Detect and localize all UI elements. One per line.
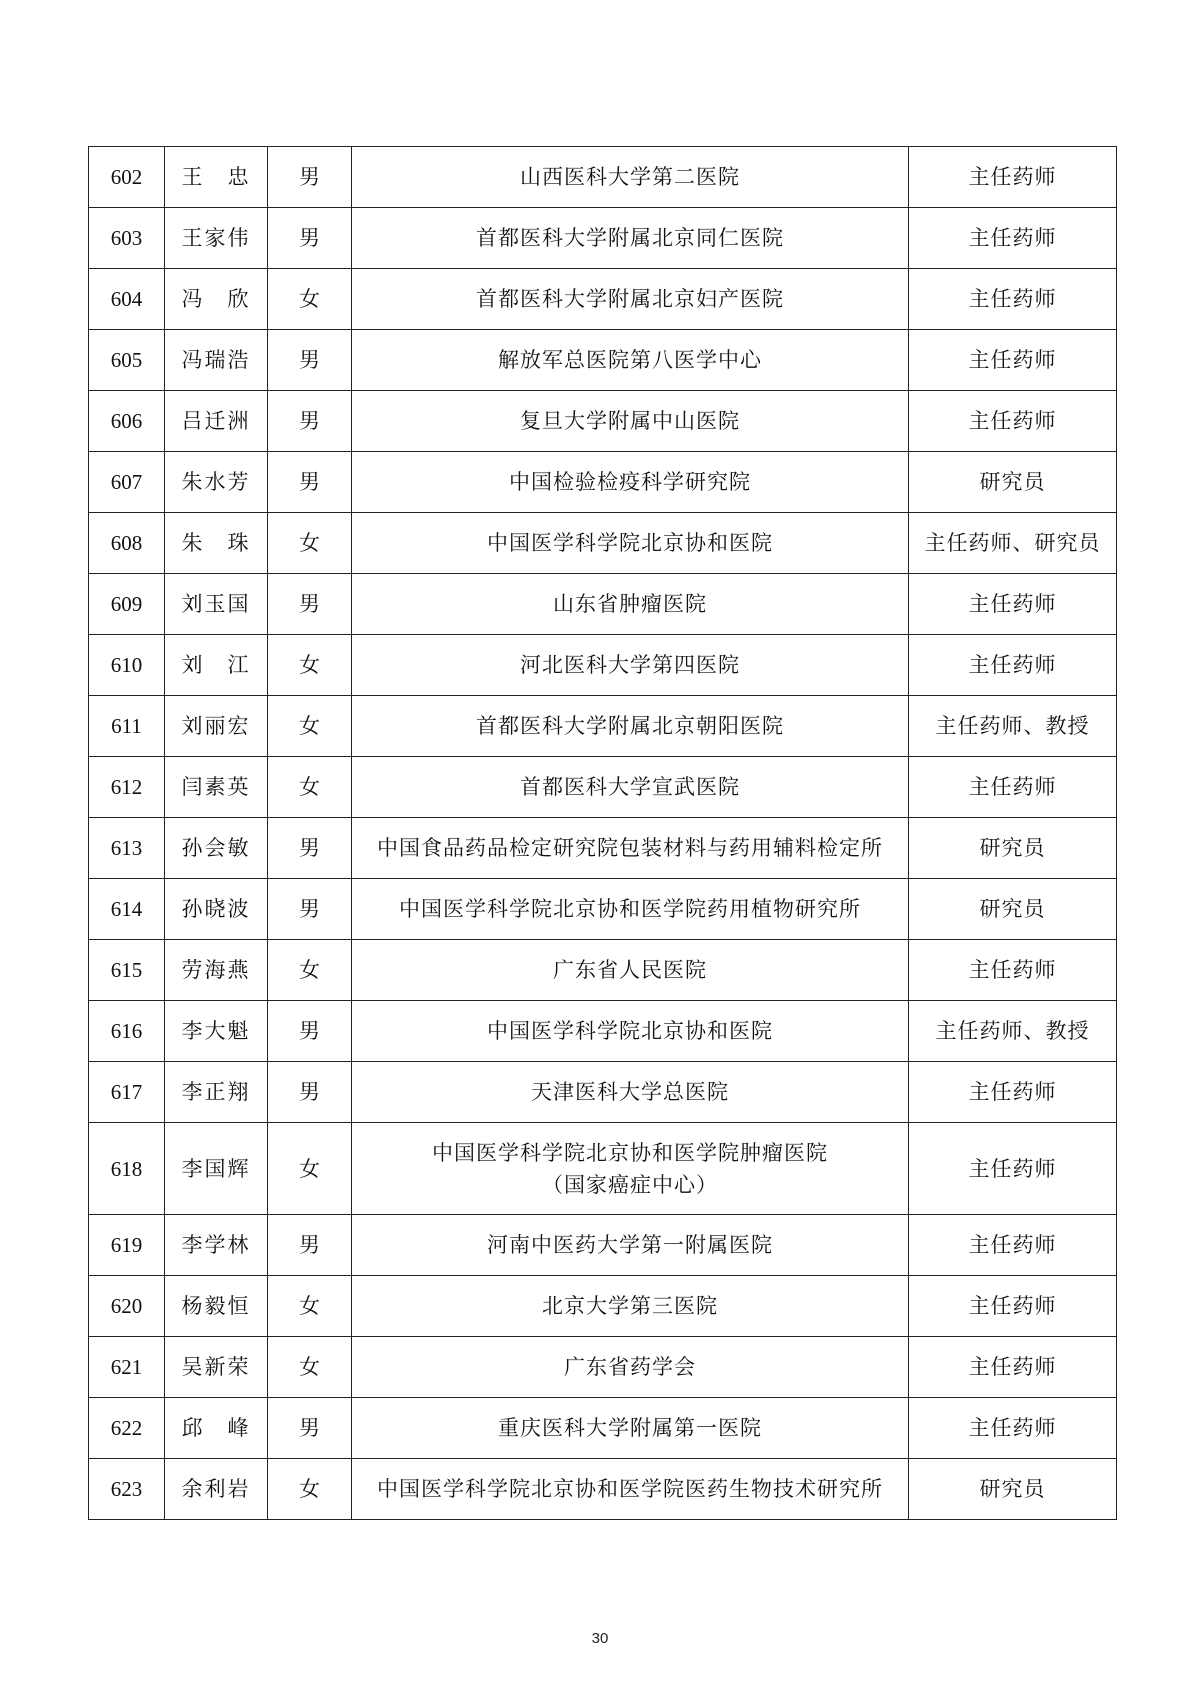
- institution-cell: [352, 1398, 909, 1459]
- row-number-cell: 613: [89, 818, 165, 879]
- institution-cell: [352, 513, 909, 574]
- institution-cell: [352, 1001, 909, 1062]
- title-cell: 主任药师: [909, 1337, 1117, 1398]
- table-row: [89, 879, 1117, 940]
- name-cell: 孙会敏: [165, 818, 268, 879]
- table-row: [89, 757, 1117, 818]
- row-number-cell: 614: [89, 879, 165, 940]
- gender-cell: 男: [268, 391, 352, 452]
- row-number-cell: 615: [89, 940, 165, 1001]
- page-number: 30: [591, 1630, 609, 1647]
- row-number-cell: 623: [89, 1459, 165, 1520]
- title-cell: 研究员: [909, 879, 1117, 940]
- gender-cell: 女: [268, 1276, 352, 1337]
- institution-cell: [352, 818, 909, 879]
- institution-cell: [352, 452, 909, 513]
- title-cell: 主任药师: [909, 1215, 1117, 1276]
- gender-cell: 女: [268, 940, 352, 1001]
- gender-cell: 男: [268, 1001, 352, 1062]
- institution-cell: [352, 1123, 909, 1215]
- table-row: [89, 269, 1117, 330]
- gender-cell: 女: [268, 696, 352, 757]
- row-number-cell: 604: [89, 269, 165, 330]
- table-row: [89, 1001, 1117, 1062]
- title-cell: 主任药师、教授: [909, 696, 1117, 757]
- name-cell: 朱 珠: [165, 513, 268, 574]
- row-number-cell: 622: [89, 1398, 165, 1459]
- institution-line: 中国医学科学院北京协和医院: [487, 531, 773, 555]
- institution-line: 首都医科大学宣武医院: [520, 775, 740, 799]
- title-cell: 主任药师: [909, 574, 1117, 635]
- name-cell: 刘丽宏: [165, 696, 268, 757]
- row-number-cell: 605: [89, 330, 165, 391]
- title-cell: 主任药师: [909, 940, 1117, 1001]
- institution-cell: [352, 1337, 909, 1398]
- title-cell: 主任药师: [909, 269, 1117, 330]
- institution-cell: [352, 1062, 909, 1123]
- gender-cell: 女: [268, 269, 352, 330]
- name-cell: 刘玉国: [165, 574, 268, 635]
- institution-line: 河南中医药大学第一附属医院: [487, 1233, 773, 1257]
- institution-line: 河北医科大学第四医院: [520, 653, 740, 677]
- table-row: [89, 1123, 1117, 1215]
- gender-cell: 男: [268, 452, 352, 513]
- gender-cell: 女: [268, 1123, 352, 1215]
- gender-cell: 男: [268, 818, 352, 879]
- row-number-cell: 603: [89, 208, 165, 269]
- institution-cell: [352, 574, 909, 635]
- name-cell: 劳海燕: [165, 940, 268, 1001]
- gender-cell: 女: [268, 635, 352, 696]
- table-row: [89, 1337, 1117, 1398]
- title-cell: 主任药师: [909, 330, 1117, 391]
- institution-line: 广东省人民医院: [553, 958, 707, 982]
- gender-cell: 男: [268, 879, 352, 940]
- institution-line: 首都医科大学附属北京妇产医院: [476, 287, 784, 311]
- institution-cell: [352, 757, 909, 818]
- row-number-cell: 602: [89, 147, 165, 208]
- table-row: [89, 818, 1117, 879]
- table-row: [89, 208, 1117, 269]
- table-row: [89, 1459, 1117, 1520]
- table-row: [89, 452, 1117, 513]
- name-cell: 冯 欣: [165, 269, 268, 330]
- institution-cell: [352, 1215, 909, 1276]
- table-row: [89, 1276, 1117, 1337]
- gender-cell: 男: [268, 1062, 352, 1123]
- institution-cell: [352, 940, 909, 1001]
- institution-cell: [352, 696, 909, 757]
- name-cell: 余利岩: [165, 1459, 268, 1520]
- title-cell: 主任药师: [909, 208, 1117, 269]
- title-cell: 主任药师: [909, 1398, 1117, 1459]
- institution-line: 中国食品药品检定研究院包装材料与药用辅料检定所: [377, 836, 883, 860]
- name-cell: 李正翔: [165, 1062, 268, 1123]
- gender-cell: 女: [268, 1337, 352, 1398]
- institution-cell: [352, 391, 909, 452]
- title-cell: 研究员: [909, 818, 1117, 879]
- table-row: [89, 1062, 1117, 1123]
- table-row: [89, 940, 1117, 1001]
- name-cell: 邱 峰: [165, 1398, 268, 1459]
- table-row: [89, 513, 1117, 574]
- gender-cell: 男: [268, 574, 352, 635]
- title-cell: 主任药师、研究员: [909, 513, 1117, 574]
- institution-line: 山东省肿瘤医院: [553, 592, 707, 616]
- gender-cell: 男: [268, 147, 352, 208]
- name-cell: 王家伟: [165, 208, 268, 269]
- gender-cell: 女: [268, 757, 352, 818]
- institution-line: 中国医学科学院北京协和医学院药用植物研究所: [399, 897, 861, 921]
- table-row: [89, 696, 1117, 757]
- institution-cell: [352, 330, 909, 391]
- name-cell: 李大魁: [165, 1001, 268, 1062]
- name-cell: 刘 江: [165, 635, 268, 696]
- row-number-cell: 607: [89, 452, 165, 513]
- row-number-cell: 619: [89, 1215, 165, 1276]
- row-number-cell: 610: [89, 635, 165, 696]
- institution-cell: [352, 147, 909, 208]
- institution-line: 首都医科大学附属北京朝阳医院: [476, 714, 784, 738]
- institution-line: 广东省药学会: [564, 1355, 696, 1379]
- title-cell: 主任药师: [909, 1276, 1117, 1337]
- institution-line: 北京大学第三医院: [542, 1294, 718, 1318]
- title-cell: 主任药师: [909, 635, 1117, 696]
- table-row: [89, 635, 1117, 696]
- table-row: [89, 1215, 1117, 1276]
- institution-cell: [352, 1276, 909, 1337]
- name-cell: 李国辉: [165, 1123, 268, 1215]
- institution-line: 中国医学科学院北京协和医学院肿瘤医院: [432, 1140, 828, 1165]
- title-cell: 研究员: [909, 452, 1117, 513]
- table-row: [89, 147, 1117, 208]
- institution-line: 解放军总医院第八医学中心: [498, 348, 762, 372]
- title-cell: 主任药师: [909, 757, 1117, 818]
- row-number-cell: 609: [89, 574, 165, 635]
- row-number-cell: 611: [89, 696, 165, 757]
- title-cell: 主任药师: [909, 391, 1117, 452]
- row-number-cell: 616: [89, 1001, 165, 1062]
- gender-cell: 女: [268, 513, 352, 574]
- expert-roster-table: [88, 146, 1117, 1520]
- title-cell: 主任药师: [909, 1062, 1117, 1123]
- name-cell: 冯瑞浩: [165, 330, 268, 391]
- institution-line: 天津医科大学总医院: [531, 1080, 729, 1104]
- table-row: [89, 1398, 1117, 1459]
- institution-line: （国家癌症中心）: [542, 1172, 718, 1197]
- institution-line: 山西医科大学第二医院: [520, 165, 740, 189]
- name-cell: 杨毅恒: [165, 1276, 268, 1337]
- title-cell: 研究员: [909, 1459, 1117, 1520]
- institution-line: 中国医学科学院北京协和医学院医药生物技术研究所: [377, 1477, 883, 1501]
- gender-cell: 男: [268, 330, 352, 391]
- institution-cell: [352, 208, 909, 269]
- row-number-cell: 617: [89, 1062, 165, 1123]
- institution-line: 复旦大学附属中山医院: [520, 409, 740, 433]
- table-row: [89, 574, 1117, 635]
- name-cell: 王 忠: [165, 147, 268, 208]
- row-number-cell: 620: [89, 1276, 165, 1337]
- institution-line: 中国医学科学院北京协和医院: [487, 1019, 773, 1043]
- name-cell: 朱水芳: [165, 452, 268, 513]
- gender-cell: 男: [268, 1398, 352, 1459]
- name-cell: 李学林: [165, 1215, 268, 1276]
- institution-cell: [352, 879, 909, 940]
- name-cell: 吴新荣: [165, 1337, 268, 1398]
- name-cell: 吕迁洲: [165, 391, 268, 452]
- institution-cell: [352, 269, 909, 330]
- gender-cell: 男: [268, 1215, 352, 1276]
- row-number-cell: 621: [89, 1337, 165, 1398]
- institution-line: 首都医科大学附属北京同仁医院: [476, 226, 784, 250]
- title-cell: 主任药师: [909, 147, 1117, 208]
- table-row: [89, 330, 1117, 391]
- name-cell: 孙晓波: [165, 879, 268, 940]
- table-row: [89, 391, 1117, 452]
- row-number-cell: 608: [89, 513, 165, 574]
- institution-line: 中国检验检疫科学研究院: [509, 470, 751, 494]
- institution-line: 重庆医科大学附属第一医院: [498, 1416, 762, 1440]
- row-number-cell: 618: [89, 1123, 165, 1215]
- institution-cell: [352, 1459, 909, 1520]
- gender-cell: 女: [268, 1459, 352, 1520]
- name-cell: 闫素英: [165, 757, 268, 818]
- title-cell: 主任药师: [909, 1123, 1117, 1215]
- title-cell: 主任药师、教授: [909, 1001, 1117, 1062]
- roster-body: [89, 147, 1117, 1520]
- institution-cell: [352, 635, 909, 696]
- gender-cell: 男: [268, 208, 352, 269]
- row-number-cell: 612: [89, 757, 165, 818]
- row-number-cell: 606: [89, 391, 165, 452]
